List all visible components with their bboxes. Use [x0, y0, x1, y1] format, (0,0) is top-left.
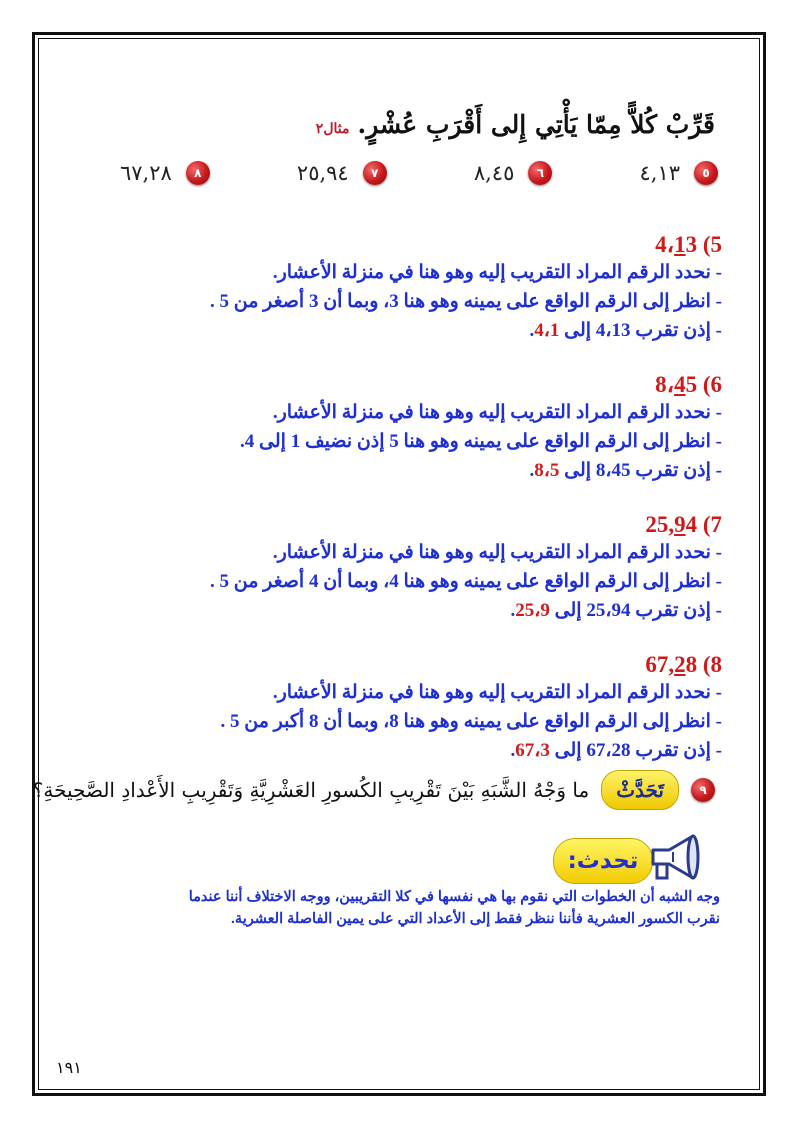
solution-number: 7: [710, 512, 722, 537]
step-3-prefix: - إذن تقرب: [630, 460, 722, 481]
rounded-result: 25،9: [515, 600, 550, 621]
exercise-row: [120, 156, 718, 190]
solution-heading: 4،13 (5: [655, 232, 722, 257]
speak-callout: [553, 830, 703, 884]
exercise-instruction: [316, 110, 715, 150]
solution-step-1: - نحدد الرقم المراد التقريب إليه وهو هنا في منزلة الأعشار.: [272, 542, 722, 563]
solution-int: 67: [645, 652, 669, 677]
solution-step-1: - نحدد الرقم المراد التقريب إليه وهو هنا في منزلة الأعشار.: [272, 402, 722, 423]
solution-step-2: - انظر إلى الرقم الواقع على يمينه وهو هنا 8، وبما أن 8 أكبر من 5 .: [220, 711, 722, 732]
original-number: 8،45: [595, 460, 631, 481]
step-3-end: .: [529, 320, 535, 341]
step-3-prefix: - إذن تقرب: [630, 740, 722, 761]
exercise-number-badge: ٦: [528, 161, 552, 185]
solution-block: [82, 512, 722, 625]
solution-step-2: - انظر إلى الرقم الواقع على يمينه وهو هنا 3، وبما أن 3 أصغر من 5 .: [209, 291, 722, 312]
solution-block: [82, 652, 722, 765]
exercise-item: [474, 161, 553, 185]
solution-heading: 8،45 (6: [655, 372, 722, 397]
example-reference: مثال٢: [315, 121, 350, 137]
solution-separator: ،: [666, 372, 675, 397]
answer-line-1: وجه الشبه أن الخطوات التي نقوم بها هي نفسها في كلا التقريبين، ووجه الاختلاف أننا عندما: [188, 889, 720, 905]
original-number: 4،13: [595, 320, 631, 341]
solution-number: 5: [710, 232, 722, 257]
solution-tenths-digit: 1: [674, 232, 686, 257]
solution-rest-digit: 3: [685, 232, 698, 257]
question-number-badge: ٩: [691, 778, 715, 802]
exercise-item: [639, 161, 718, 185]
exercise-value: ٤,١٣: [639, 161, 680, 185]
talk-question: [33, 768, 715, 812]
step-3-end: .: [510, 740, 516, 761]
rounded-result: 4،1: [534, 320, 560, 341]
step-3-to: إلى: [549, 740, 587, 761]
solution-step-3: [82, 316, 722, 345]
solution-step-3: [82, 596, 722, 625]
exercise-number-badge: ٨: [186, 161, 210, 185]
megaphone-icon: [649, 830, 701, 884]
exercise-item: [297, 161, 387, 185]
solution-block: [82, 232, 722, 345]
solution-int: 4: [655, 232, 667, 257]
exercise-number-badge: ٧: [363, 161, 387, 185]
solution-tenths-digit: 4: [674, 372, 686, 397]
instruction-text: قَرِّبْ كُلاًّ مِمّا يَأْتِي إِلى أَقْرَبِ عُشْرٍ.: [357, 110, 715, 139]
solution-int: 8: [655, 372, 667, 397]
talk-answer: [80, 886, 720, 930]
solution-number: 6: [710, 372, 722, 397]
talk-label-badge: تَحَدَّثْ: [601, 770, 679, 810]
rounded-result: 67،3: [515, 740, 550, 761]
solution-step-1: - نحدد الرقم المراد التقريب إليه وهو هنا في منزلة الأعشار.: [272, 262, 722, 283]
original-number: 25،94: [586, 600, 631, 621]
exercise-value: ٨,٤٥: [473, 161, 515, 185]
solution-rest-digit: 5: [685, 372, 698, 397]
solution-step-3: [82, 456, 722, 485]
question-text: ما وَجْهُ الشَّبَهِ بَيْنَ تَقْرِيبِ الكُسورِ العَشْرِيَّةِ وَتَقْرِيبِ الأَعْدادِ الصَّحِيحَةِ؟: [32, 778, 590, 802]
exercise-value: ٦٧,٢٨: [120, 161, 172, 185]
solution-tenths-digit: 2: [674, 652, 686, 677]
solution-heading: 67,28 (8: [645, 652, 722, 677]
solution-tenths-digit: 9: [674, 512, 686, 537]
solution-int: 25: [645, 512, 669, 537]
solution-number: 8: [710, 652, 722, 677]
solution-separator: ،: [666, 232, 675, 257]
step-3-prefix: - إذن تقرب: [630, 320, 722, 341]
exercise-item: [120, 161, 210, 185]
solution-step-3: [82, 736, 722, 765]
solution-rest-digit: 4: [685, 512, 698, 537]
step-3-to: إلى: [549, 600, 587, 621]
solution-separator: ,: [668, 652, 675, 677]
original-number: 67،28: [586, 740, 631, 761]
solution-separator: ,: [668, 512, 675, 537]
exercise-value: ٢٥,٩٤: [296, 161, 349, 185]
solution-rest-digit: 8: [685, 652, 698, 677]
solution-step-2: - انظر إلى الرقم الواقع على يمينه وهو هنا 4، وبما أن 4 أصغر من 5 .: [209, 571, 722, 592]
exercise-number-badge: ٥: [694, 161, 718, 185]
solution-step-1: - نحدد الرقم المراد التقريب إليه وهو هنا في منزلة الأعشار.: [272, 682, 722, 703]
speech-bubble: تحدث:: [553, 838, 653, 884]
step-3-to: إلى: [559, 320, 596, 341]
step-3-prefix: - إذن تقرب: [630, 600, 722, 621]
solution-step-2: - انظر إلى الرقم الواقع على يمينه وهو هنا 5 إذن نضيف 1 إلى 4.: [240, 431, 722, 452]
page-number: ١٩١: [56, 1058, 82, 1077]
rounded-result: 8،5: [534, 460, 560, 481]
solution-heading: 25,94 (7: [645, 512, 722, 537]
solution-block: [82, 372, 722, 485]
step-3-to: إلى: [559, 460, 596, 481]
step-3-end: .: [510, 600, 516, 621]
answer-line-2: نقرب الكسور العشرية فأننا ننظر فقط إلى الأعداد التي على يمين الفاصلة العشرية.: [230, 911, 720, 927]
step-3-end: .: [529, 460, 535, 481]
